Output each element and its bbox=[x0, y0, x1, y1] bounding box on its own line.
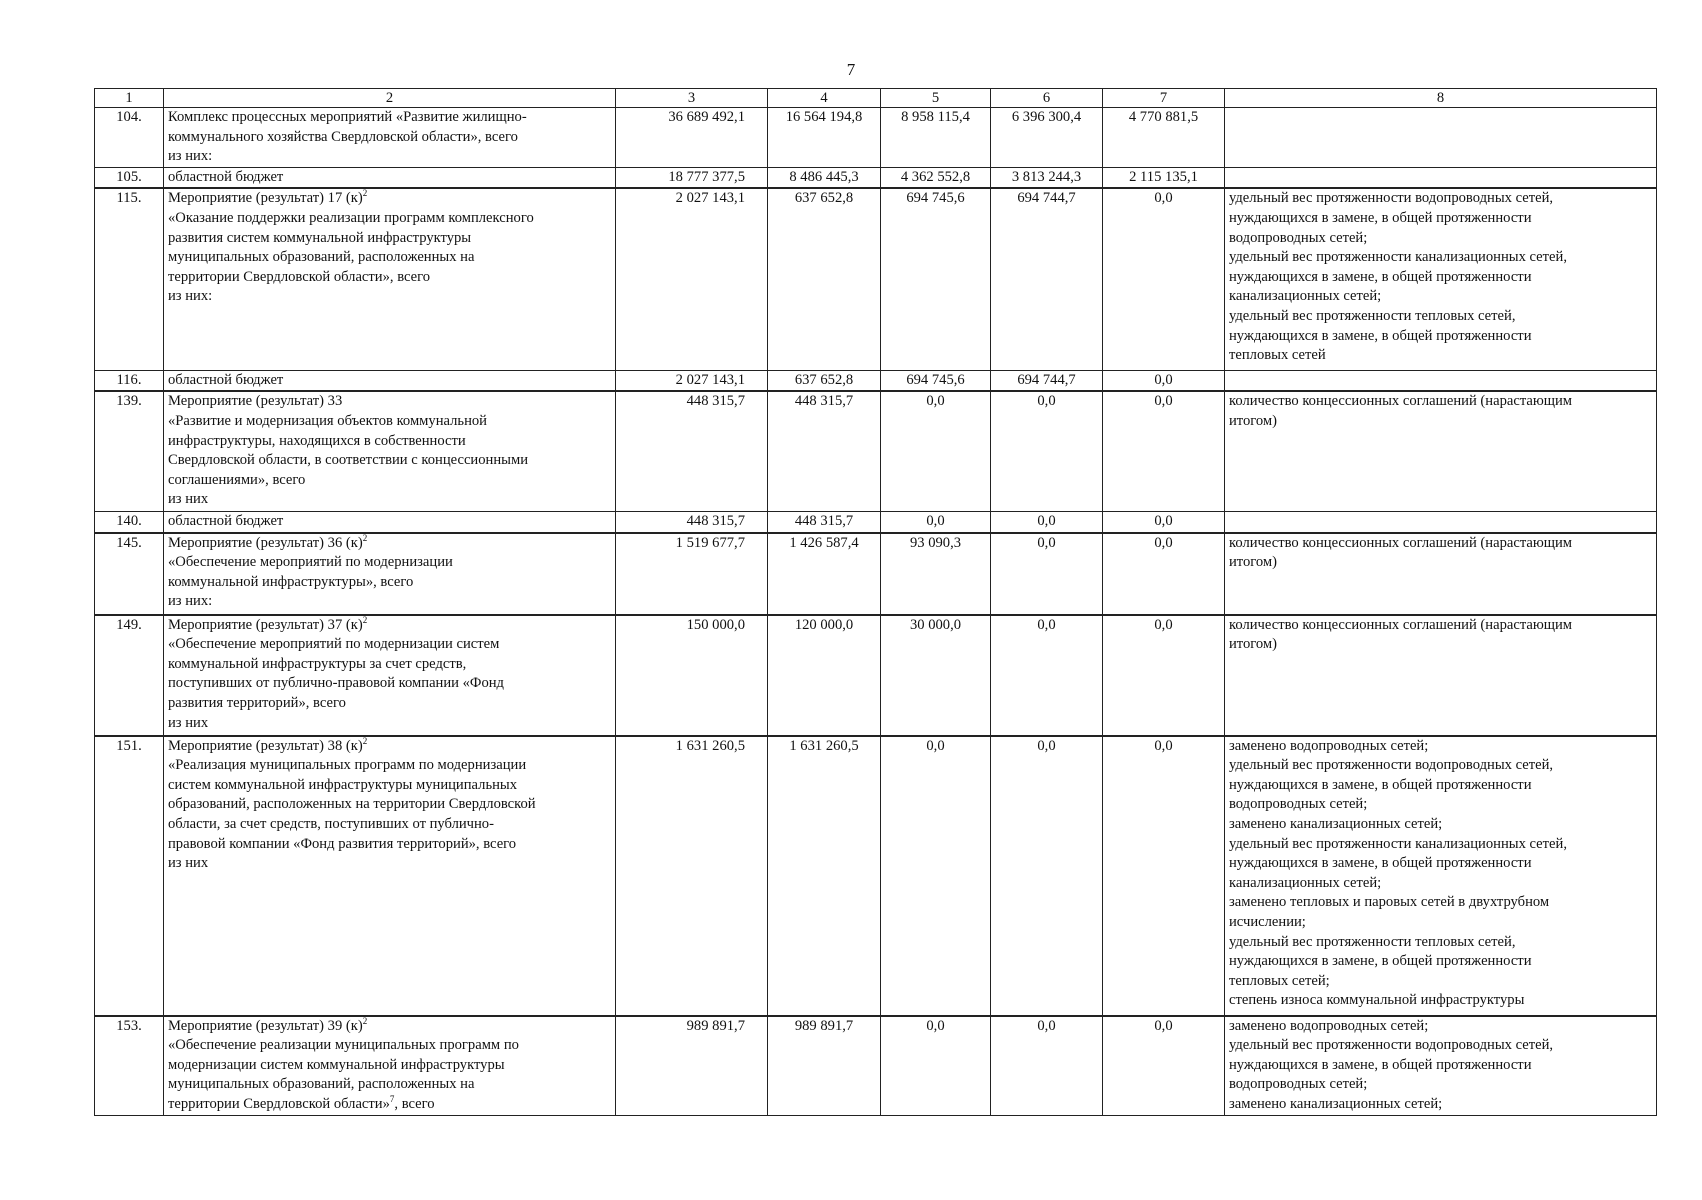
page-number: 7 bbox=[846, 60, 856, 79]
value-cell: 1 631 260,5 bbox=[616, 736, 768, 1016]
name-line: из них bbox=[168, 491, 209, 508]
value-cell: 16 564 194,8 bbox=[768, 108, 881, 168]
value-cell: 6 396 300,4 bbox=[991, 108, 1103, 168]
table-row bbox=[95, 188, 1657, 370]
indicator-line: количество концессионных соглашений (нарастающим bbox=[1229, 393, 1573, 410]
value-cell: 694 744,7 bbox=[991, 188, 1103, 370]
value-cell: 989 891,7 bbox=[768, 1016, 881, 1116]
indicator-cell bbox=[1225, 108, 1657, 168]
name-line: областной бюджет bbox=[168, 168, 284, 185]
table-row bbox=[95, 736, 1657, 1016]
row-number: 153. bbox=[95, 1016, 164, 1116]
value-cell: 694 745,6 bbox=[881, 370, 991, 391]
name-line: правовой компании «Фонд развития территорий», всего bbox=[168, 835, 517, 852]
indicator-line: удельный вес протяженности водопроводных сетей, bbox=[1229, 190, 1554, 207]
value-cell: 1 426 587,4 bbox=[768, 533, 881, 615]
indicator-line: степень износа коммунальной инфраструктуры bbox=[1229, 992, 1525, 1009]
name-line: коммунальной инфраструктуры», всего bbox=[168, 573, 414, 590]
value-cell: 0,0 bbox=[1103, 533, 1225, 615]
indicator-line: удельный вес протяженности канализационных сетей, bbox=[1229, 249, 1567, 266]
value-cell: 18 777 377,5 bbox=[616, 167, 768, 188]
name-head: Мероприятие (результат) 17 $(к)^2$ bbox=[168, 188, 368, 207]
indicator-line: количество концессионных соглашений (нарастающим bbox=[1229, 534, 1573, 551]
value-cell: 637 652,8 bbox=[768, 370, 881, 391]
row-name bbox=[164, 167, 616, 188]
value-cell: 0,0 bbox=[991, 391, 1103, 511]
value-cell: 36 689 492,1 bbox=[616, 108, 768, 168]
value-cell: 30 000,0 bbox=[881, 615, 991, 736]
footnote-mark: 2 bbox=[362, 735, 368, 746]
name-line: «Обеспечение мероприятий по модернизации bbox=[168, 554, 453, 571]
table-row bbox=[95, 511, 1657, 532]
value-cell: 637 652,8 bbox=[768, 188, 881, 370]
indicator-line: удельный вес протяженности тепловых сетей, bbox=[1229, 933, 1516, 950]
row-number: 145. bbox=[95, 533, 164, 615]
column-header: 7 bbox=[1103, 89, 1225, 108]
indicator-cell bbox=[1225, 391, 1657, 511]
table-row bbox=[95, 391, 1657, 511]
name-line: образований, расположенных на территории Свердловской bbox=[168, 796, 536, 813]
value-cell: 2 115 135,1 bbox=[1103, 167, 1225, 188]
table-header-row bbox=[95, 89, 1657, 108]
column-header: 2 bbox=[164, 89, 616, 108]
row-number: 105. bbox=[95, 167, 164, 188]
name-line: области, за счет средств, поступивших от публично- bbox=[168, 815, 494, 832]
row-number: 115. bbox=[95, 188, 164, 370]
value-cell: 150 000,0 bbox=[616, 615, 768, 736]
indicator-line: нуждающихся в замене, в общей протяженности bbox=[1229, 327, 1532, 344]
value-cell: 0,0 bbox=[881, 391, 991, 511]
indicator-line: тепловых сетей bbox=[1229, 347, 1326, 364]
name-line: поступивших от публично-правовой компании «Фонд bbox=[168, 675, 504, 692]
value-cell: 120 000,0 bbox=[768, 615, 881, 736]
value-cell: 448 315,7 bbox=[616, 391, 768, 511]
column-header: 4 bbox=[768, 89, 881, 108]
row-number: 151. bbox=[95, 736, 164, 1016]
row-name bbox=[164, 615, 616, 736]
indicator-line: канализационных сетей; bbox=[1229, 874, 1382, 891]
indicator-line: нуждающихся в замене, в общей протяженности bbox=[1229, 855, 1532, 872]
value-cell: 0,0 bbox=[881, 511, 991, 532]
row-name bbox=[164, 370, 616, 391]
indicator-line: нуждающихся в замене, в общей протяженности bbox=[1229, 953, 1532, 970]
name-line: «Оказание поддержки реализации программ комплексного bbox=[168, 209, 534, 226]
row-name bbox=[164, 533, 616, 615]
indicator-line: нуждающихся в замене, в общей протяженности bbox=[1229, 1056, 1532, 1073]
value-cell: 0,0 bbox=[991, 615, 1103, 736]
value-cell: 0,0 bbox=[1103, 188, 1225, 370]
name-line: из них: bbox=[168, 593, 213, 610]
value-cell: 0,0 bbox=[881, 1016, 991, 1116]
value-cell: 93 090,3 bbox=[881, 533, 991, 615]
value-cell: 2 027 143,1 bbox=[616, 370, 768, 391]
table-row bbox=[95, 167, 1657, 188]
name-line: Комплекс процессных мероприятий «Развитие жилищно- bbox=[168, 109, 527, 125]
indicator-line: тепловых сетей; bbox=[1229, 972, 1330, 989]
value-cell: 0,0 bbox=[1103, 1016, 1225, 1116]
value-cell: 8 486 445,3 bbox=[768, 167, 881, 188]
indicator-line: заменено канализационных сетей; bbox=[1229, 1095, 1443, 1112]
indicator-line: итогом) bbox=[1229, 554, 1278, 571]
indicator-line: итогом) bbox=[1229, 636, 1278, 653]
name-line: областной бюджет bbox=[168, 371, 284, 388]
name-head: Мероприятие (результат) 38 $(к)^2$ bbox=[168, 735, 368, 754]
name-line: систем коммунальной инфраструктуры муниципальных bbox=[168, 776, 518, 793]
column-header: 1 bbox=[95, 89, 164, 108]
column-header: 6 bbox=[991, 89, 1103, 108]
footnote-mark: 2 bbox=[362, 532, 368, 543]
name-line: соглашениями», всего bbox=[168, 471, 306, 488]
name-head: Мероприятие (результат) 36 $(к)^2$ bbox=[168, 532, 368, 551]
value-cell: 4 770 881,5 bbox=[1103, 108, 1225, 168]
value-cell: 4 362 552,8 bbox=[881, 167, 991, 188]
value-cell: 1 631 260,5 bbox=[768, 736, 881, 1016]
row-name bbox=[164, 188, 616, 370]
row-name bbox=[164, 511, 616, 532]
indicator-line: заменено тепловых и паровых сетей в двухтрубном bbox=[1229, 894, 1550, 911]
value-cell: 989 891,7 bbox=[616, 1016, 768, 1116]
indicator-line: водопроводных сетей; bbox=[1229, 1076, 1368, 1093]
value-cell: 448 315,7 bbox=[616, 511, 768, 532]
indicator-line: канализационных сетей; bbox=[1229, 288, 1382, 305]
name-line: из них bbox=[168, 855, 209, 872]
value-cell: 8 958 115,4 bbox=[881, 108, 991, 168]
table-row bbox=[95, 108, 1657, 168]
row-number: 116. bbox=[95, 370, 164, 391]
footnote-mark: 7 bbox=[389, 1094, 395, 1105]
row-name bbox=[164, 1016, 616, 1116]
indicator-cell bbox=[1225, 615, 1657, 736]
value-cell: 1 519 677,7 bbox=[616, 533, 768, 615]
table-row bbox=[95, 533, 1657, 615]
value-cell: 448 315,7 bbox=[768, 511, 881, 532]
name-line: областной бюджет bbox=[168, 512, 284, 529]
value-cell: 0,0 bbox=[991, 1016, 1103, 1116]
name-head: Мероприятие (результат) 33 bbox=[168, 393, 343, 410]
name-line: инфраструктуры, находящихся в собственности bbox=[168, 432, 466, 449]
row-number: 104. bbox=[95, 108, 164, 168]
footnote-mark: 2 bbox=[362, 188, 368, 199]
name-line: коммунальной инфраструктуры за счет средств, bbox=[168, 655, 467, 672]
indicator-cell bbox=[1225, 188, 1657, 370]
indicator-line: нуждающихся в замене, в общей протяженности bbox=[1229, 268, 1532, 285]
indicator-line: удельный вес протяженности водопроводных сетей, bbox=[1229, 757, 1554, 774]
table-row bbox=[95, 370, 1657, 391]
value-cell: 694 745,6 bbox=[881, 188, 991, 370]
footnote-mark: 2 bbox=[362, 614, 368, 625]
indicator-cell bbox=[1225, 370, 1657, 391]
name-line: из них: bbox=[168, 148, 213, 165]
indicator-line: количество концессионных соглашений (нарастающим bbox=[1229, 616, 1573, 633]
name-line: коммунального хозяйства Свердловской области», всего bbox=[168, 128, 518, 145]
value-cell: 2 027 143,1 bbox=[616, 188, 768, 370]
indicator-line: заменено водопроводных сетей; bbox=[1229, 1017, 1429, 1034]
name-line: территории Свердловской области», всего bbox=[168, 268, 431, 285]
name-line: из них: bbox=[168, 288, 213, 305]
name-line: развития систем коммунальной инфраструктуры bbox=[168, 229, 472, 246]
name-head: Мероприятие (результат) 39 $(к)^2$ bbox=[168, 1015, 368, 1034]
indicator-line: итогом) bbox=[1229, 413, 1278, 430]
row-name bbox=[164, 736, 616, 1016]
indicator-cell bbox=[1225, 511, 1657, 532]
budget-table bbox=[94, 88, 1657, 1116]
column-header: 8 bbox=[1225, 89, 1657, 108]
indicator-line: заменено канализационных сетей; bbox=[1229, 815, 1443, 832]
row-number: 140. bbox=[95, 511, 164, 532]
value-cell: 0,0 bbox=[1103, 391, 1225, 511]
name-line: Свердловской области, в соответствии с концессионными bbox=[168, 452, 529, 469]
name-line: территории Свердловской области»$^7$, всего bbox=[168, 1094, 435, 1112]
column-header: 5 bbox=[881, 89, 991, 108]
indicator-cell bbox=[1225, 533, 1657, 615]
indicator-cell bbox=[1225, 167, 1657, 188]
indicator-line: удельный вес протяженности водопроводных сетей, bbox=[1229, 1037, 1554, 1054]
indicator-line: удельный вес протяженности канализационных сетей, bbox=[1229, 835, 1567, 852]
value-cell: 0,0 bbox=[1103, 615, 1225, 736]
indicator-line: нуждающихся в замене, в общей протяженности bbox=[1229, 209, 1532, 226]
value-cell: 448 315,7 bbox=[768, 391, 881, 511]
name-line: модернизации систем коммунальной инфраструктуры bbox=[168, 1056, 505, 1073]
row-name bbox=[164, 108, 616, 168]
value-cell: 0,0 bbox=[991, 511, 1103, 532]
table-row bbox=[95, 1016, 1657, 1116]
indicator-cell bbox=[1225, 1016, 1657, 1116]
name-head: Мероприятие (результат) 37 $(к)^2$ bbox=[168, 614, 368, 633]
column-header: 3 bbox=[616, 89, 768, 108]
indicator-line: водопроводных сетей; bbox=[1229, 796, 1368, 813]
row-number: 139. bbox=[95, 391, 164, 511]
indicator-cell bbox=[1225, 736, 1657, 1016]
value-cell: 0,0 bbox=[991, 533, 1103, 615]
name-line: «Реализация муниципальных программ по модернизации bbox=[168, 757, 527, 774]
table-row bbox=[95, 615, 1657, 736]
name-line: муниципальных образований, расположенных на bbox=[168, 1076, 475, 1093]
indicator-line: водопроводных сетей; bbox=[1229, 229, 1368, 246]
name-line: из них bbox=[168, 714, 209, 731]
name-line: «Обеспечение реализации муниципальных программ по bbox=[168, 1037, 519, 1054]
value-cell: 694 744,7 bbox=[991, 370, 1103, 391]
indicator-line: исчислении; bbox=[1229, 913, 1306, 930]
row-number: 149. bbox=[95, 615, 164, 736]
footnote-mark: 2 bbox=[362, 1015, 368, 1026]
row-name bbox=[164, 391, 616, 511]
value-cell: 0,0 bbox=[1103, 736, 1225, 1016]
value-cell: 0,0 bbox=[881, 736, 991, 1016]
value-cell: 0,0 bbox=[1103, 370, 1225, 391]
value-cell: 3 813 244,3 bbox=[991, 167, 1103, 188]
indicator-line: заменено водопроводных сетей; bbox=[1229, 737, 1429, 754]
name-line: развития территорий», всего bbox=[168, 694, 346, 711]
indicator-line: нуждающихся в замене, в общей протяженности bbox=[1229, 776, 1532, 793]
indicator-line: удельный вес протяженности тепловых сетей, bbox=[1229, 307, 1516, 324]
value-cell: 0,0 bbox=[991, 736, 1103, 1016]
name-line: «Обеспечение мероприятий по модернизации систем bbox=[168, 636, 500, 653]
name-line: «Развитие и модернизация объектов коммунальной bbox=[168, 413, 487, 430]
name-line: муниципальных образований, расположенных на bbox=[168, 249, 475, 266]
value-cell: 0,0 bbox=[1103, 511, 1225, 532]
